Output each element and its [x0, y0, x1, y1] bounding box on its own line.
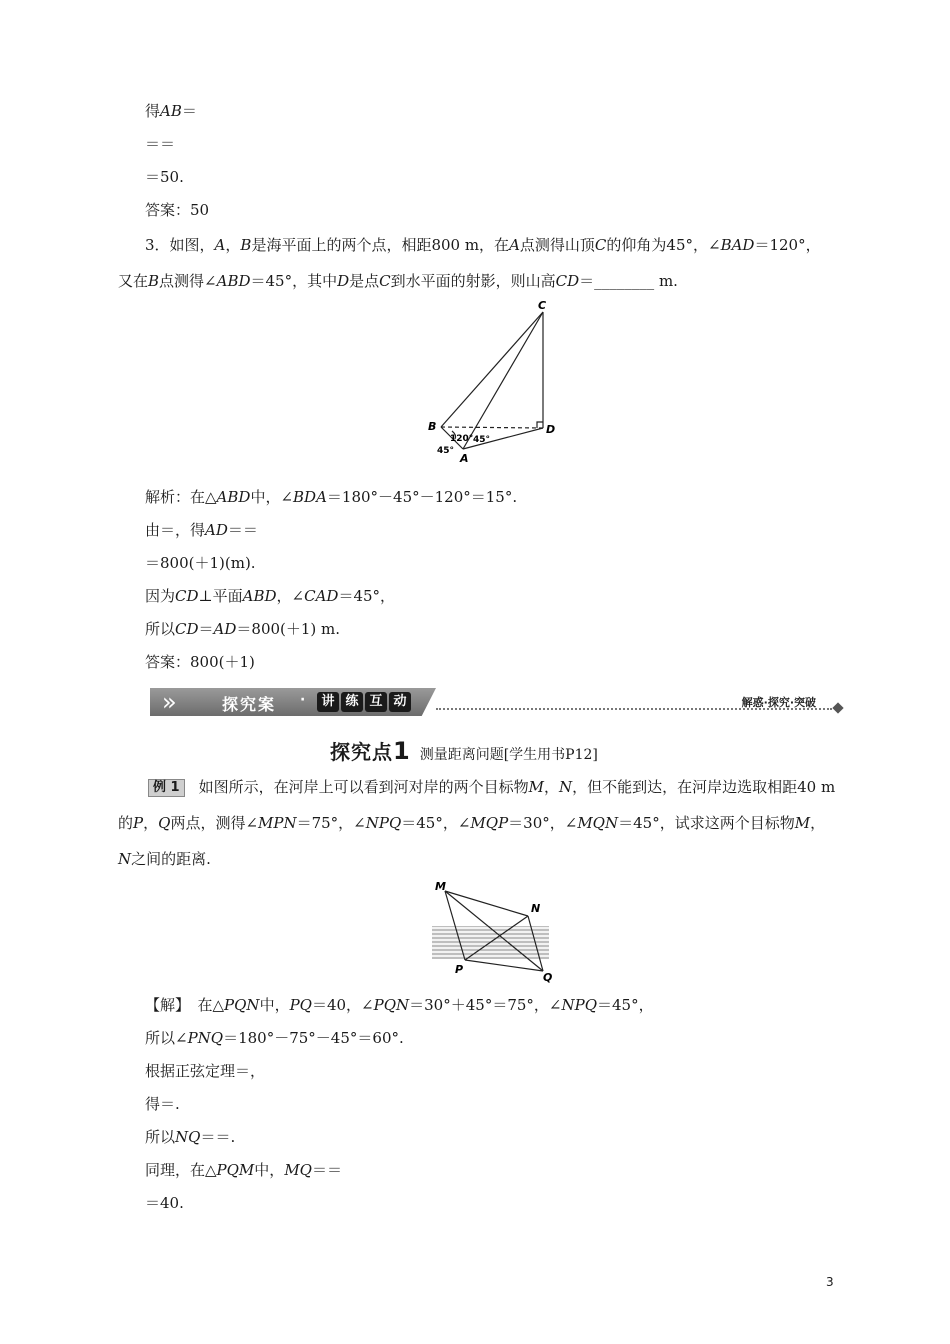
mountain-height-figure — [425, 297, 565, 467]
label-d: D — [546, 423, 556, 436]
banner-sub-char: 讲 — [317, 692, 339, 712]
banner-sub-char: 互 — [365, 692, 387, 712]
label-angle-45-outer: 45° — [437, 446, 455, 456]
label-n: N — [531, 902, 541, 915]
solution-1-line: 根据正弦定理＝， — [145, 1062, 266, 1080]
label-a: A — [460, 452, 469, 465]
solution-3-line: 解析：在△ABD中，∠BDA＝180°－45°－120°＝15°. — [145, 488, 518, 506]
prev-solution-line: ＝＝ — [145, 135, 176, 153]
problem-3-text: 3．如图，A，B是海平面上的两个点，相距800 m，在A点测得山顶C的仰角为45°，∠BAD＝120°，又在B点测得∠ABD＝45°，其中D是点C到水平面的射影，则山高CD＝________ m. — [118, 236, 821, 290]
section-number: 1 — [393, 737, 410, 765]
example-1-text: 例 1 如图所示，在河岸上可以看到河对岸的两个目标物M，N，但不能到达，在河岸边选取相距40 m的P，Q两点，测得∠MPN＝75°，∠NPQ＝45°，∠MQP＝30°，∠MQN＝45°，试求这两个目标物M，N之间的距离. — [118, 778, 836, 868]
river-distance-figure — [425, 876, 565, 986]
label-p: P — [455, 963, 464, 976]
label-angle-45-inner: 45° — [473, 435, 491, 445]
banner-sub-char: 练 — [341, 692, 363, 712]
section-banner — [150, 686, 842, 720]
section-title: 探究点 — [330, 740, 393, 764]
section-subtitle: 测量距离问题[学生用书P12] — [419, 747, 598, 763]
prev-solution-line: ＝50. — [145, 168, 184, 186]
solution-3-line: 所以CD＝AD＝800(＋1) m. — [145, 620, 341, 638]
solution-3-line: ＝800(＋1)(m). — [145, 554, 256, 572]
banner-sub-char: 动 — [389, 692, 411, 712]
banner-subtitle — [317, 691, 413, 711]
page-number: 3 — [826, 1275, 834, 1289]
chevron-right-icon: » — [162, 688, 177, 716]
label-c: C — [538, 299, 547, 312]
solution-1-line: 得＝. — [145, 1095, 180, 1113]
solution-3-line: 由＝，得AD＝＝ — [145, 521, 258, 539]
section-heading — [330, 736, 598, 765]
solution-1-line: 所以∠PNQ＝180°－75°－45°＝60°. — [145, 1029, 404, 1047]
label-b: B — [428, 420, 437, 433]
solution-1-line: 同理，在△PQM中，MQ＝＝ — [145, 1161, 342, 1179]
diamond-icon — [832, 702, 843, 713]
label-q: Q — [543, 971, 553, 984]
solution-1-line: ＝40. — [145, 1194, 184, 1212]
solution-1-line: 所以NQ＝＝. — [145, 1128, 236, 1146]
banner-dot: · — [300, 692, 306, 708]
solution-1-line: 【解】 在△PQN中，PQ＝40，∠PQN＝30°＋45°＝75°，∠NPQ＝45°， — [145, 996, 654, 1014]
banner-right-text: 解惑·探究·突破 — [741, 696, 816, 709]
example-badge: 例 1 — [148, 779, 185, 797]
label-angle-120: 120° — [450, 434, 474, 444]
solution-3-line: 因为CD⊥平面ABD，∠CAD＝45°， — [145, 587, 396, 605]
prev-answer: 答案：50 — [145, 201, 210, 219]
banner-title: 探究案 — [222, 695, 277, 714]
solution-3-answer: 答案：800(＋1) — [145, 653, 255, 671]
prev-solution-line: 得AB＝ — [145, 102, 197, 120]
label-m: M — [435, 880, 446, 893]
